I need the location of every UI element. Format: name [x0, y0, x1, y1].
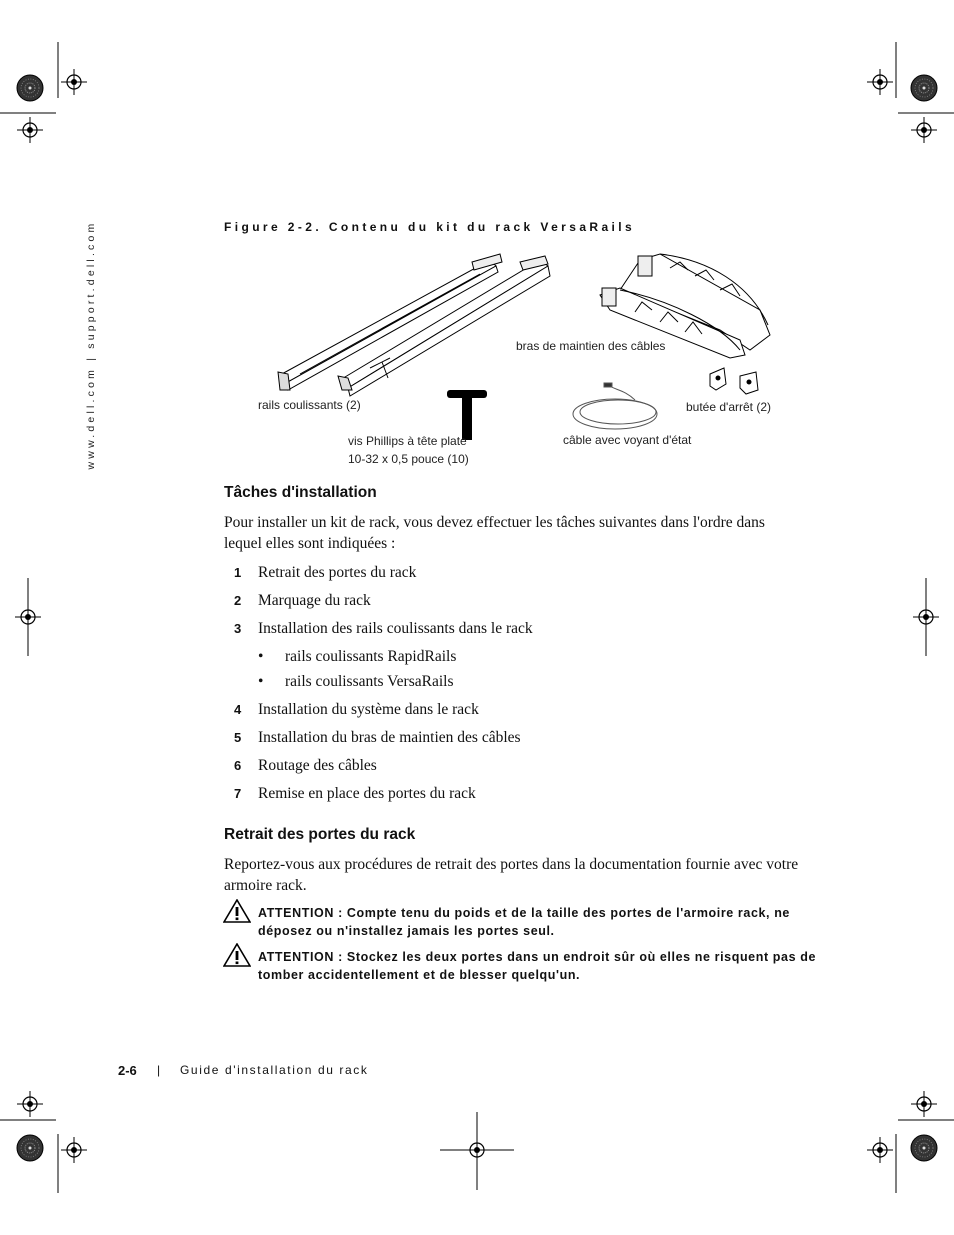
sidebar-url-text: www.dell.com | support.dell.com — [85, 220, 97, 470]
bullet-item-text: rails coulissants RapidRails — [285, 648, 457, 665]
bullet-item — [258, 673, 453, 691]
bullet-dot: • — [258, 673, 264, 690]
section-heading-installation-tasks: Tâches d'installation — [224, 484, 377, 501]
list-item-number: 5 — [234, 730, 242, 745]
section-intro-paragraph: Reportez-vous aux procédures de retrait des portes dans la documentation fournie avec votre armoire rack. — [224, 856, 799, 894]
section-heading-remove-doors: Retrait des portes du rack — [224, 826, 416, 843]
list-item-number: 3 — [234, 621, 242, 636]
list-item-number: 4 — [234, 702, 242, 717]
list-item-text: Retrait des portes du rack — [258, 564, 417, 581]
list-item — [234, 564, 416, 582]
section-intro-paragraph: Pour installer un kit de rack, vous devez effectuer les tâches suivantes dans l'ordre dans lequel elles sont indiquées : — [224, 514, 765, 552]
label-stop-bracket: butée d'arrêt (2) — [686, 400, 772, 414]
list-item — [234, 757, 377, 775]
list-item-text: Installation du système dans le rack — [258, 701, 479, 718]
list-item — [234, 785, 476, 803]
slide-rails-illustration — [278, 254, 550, 396]
stop-bracket-illustration — [710, 368, 758, 394]
list-item-number: 6 — [234, 758, 242, 773]
list-item — [234, 620, 533, 638]
status-cable-illustration — [573, 383, 657, 429]
list-item-number: 2 — [234, 593, 242, 608]
bullet-dot: • — [258, 648, 264, 665]
page-number: 2-6 — [118, 1063, 137, 1078]
list-item-text: Remise en place des portes du rack — [258, 785, 476, 802]
sidebar-url — [84, 220, 98, 470]
label-screw-line2: 10-32 x 0,5 pouce (10) — [348, 452, 469, 466]
warning-triangle-icon — [223, 899, 251, 923]
warning-text: ATTENTION : Stockez les deux portes dans un endroit sûr où elles ne risquent pas de tomber accidentellement et de blesser quelqu'un. — [258, 950, 816, 982]
list-item — [234, 701, 479, 719]
warning-triangle-icon — [223, 943, 251, 967]
list-item — [234, 729, 521, 747]
list-item-text: Marquage du rack — [258, 592, 371, 609]
warning-text: ATTENTION : Compte tenu du poids et de la taille des portes de l'armoire rack, ne déposez ou n'installez jamais les portes seul. — [258, 906, 790, 938]
bullet-item — [258, 648, 456, 666]
label-status-cable: câble avec voyant d'état — [563, 433, 692, 447]
list-item-number: 7 — [234, 786, 242, 801]
list-item-number: 1 — [234, 565, 242, 580]
label-screw-line1: vis Phillips à tête plate — [348, 434, 467, 448]
screw-illustration — [447, 390, 487, 440]
figure-caption: Figure 2-2. Contenu du kit du rack VersaRails — [224, 220, 636, 234]
list-item-text: Installation des rails coulissants dans le rack — [258, 620, 533, 637]
label-cable-arm: bras de maintien des câbles — [516, 339, 666, 353]
label-slide-rails: rails coulissants (2) — [258, 398, 361, 412]
list-item-text: Installation du bras de maintien des câbles — [258, 729, 521, 746]
figure-illustration — [240, 240, 800, 470]
list-item-text: Routage des câbles — [258, 757, 377, 774]
footer-title: Guide d'installation du rack — [180, 1063, 369, 1077]
footer-separator: | — [157, 1063, 161, 1077]
list-item — [234, 592, 371, 610]
bullet-item-text: rails coulissants VersaRails — [285, 673, 454, 690]
